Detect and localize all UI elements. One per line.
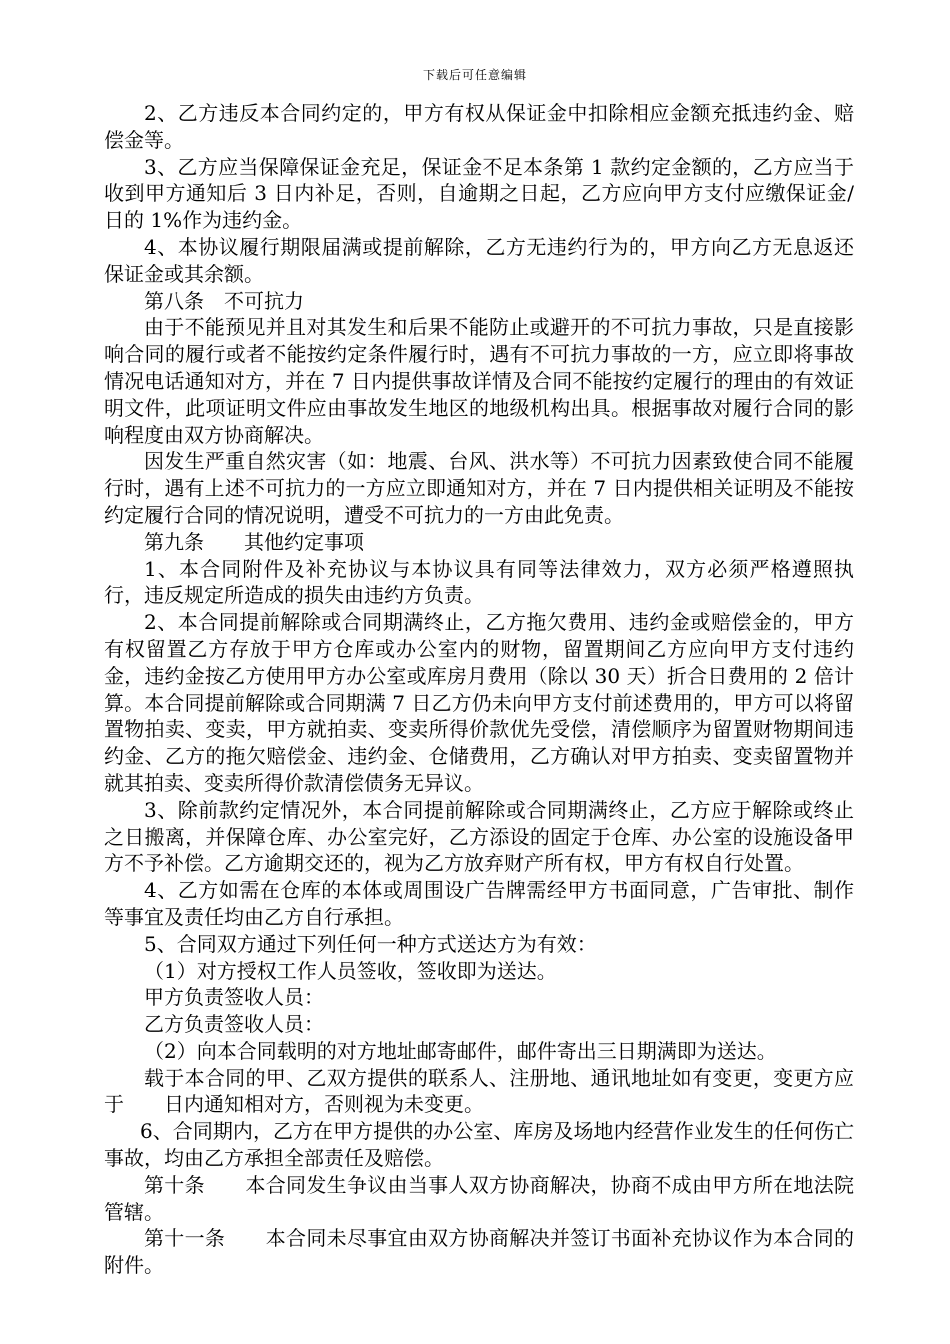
article-8-para-1: 由于不能预见并且对其发生和后果不能防止或避开的不可抗力事故，只是直接影响合同的履行或者不能按约定条件履行时，遇有不可抗力事故的一方，应立即将事故情况电话通知对方，并在 7 日内提供事故详情及合同不能按约定履行的理由的有效证明文件，此项证明文件应由事故发生地区的地级机构出具。根据事故对履行合同的影响程度由双方协商解决。 [104, 315, 854, 447]
article-8-heading: 第八条 不可抗力 [144, 288, 304, 313]
delivery-method-2: （2）向本合同载明的对方地址邮寄邮件，邮件寄出三日期满即为送达。 [144, 1038, 777, 1063]
article-9-item-1: 1、本合同附件及补充协议与本协议具有同等法律效力，双方必须严格遵照执行，违反规定所造成的损失由违约方负责。 [104, 556, 854, 608]
article-9-item-2: 2、本合同提前解除或合同期满终止，乙方拖欠费用、违约金或赔偿金的，甲方有权留置乙方存放于甲方仓库或办公室内的财物，留置期间乙方应向甲方支付违约金，违约金按乙方使用甲方办公室或库房月费用（除以 30 天）折合日费用的 2 倍计算。本合同提前解除或合同期满 7 日乙方仍未向甲方支付前述费用的，甲方可以将留置物拍卖、变卖，甲方就拍卖、变卖所得价款优先受偿，清偿顺序为留置财物期间违约金、乙方的拖欠赔偿金、违约金、仓储费用，乙方确认对甲方拍卖、变卖留置物并就其拍卖、变卖所得价款清偿债务无异议。 [104, 610, 854, 795]
article-9-item-5: 5、合同双方通过下列任何一种方式送达方为有效： [144, 931, 597, 956]
article-9-heading: 第九条 其他约定事项 [144, 529, 364, 554]
page-header: 下载后可任意编辑 [422, 68, 527, 82]
clause-7-item-2: 2、乙方违反本合同约定的，甲方有权从保证金中扣除相应金额充抵违约金、赔偿金等。 [104, 101, 854, 152]
article-11: 第十一条 本合同未尽事宜由双方协商解决并签订书面补充协议作为本合同的附件。 [104, 1226, 854, 1278]
article-9-item-6: 6、合同期内，乙方在甲方提供的办公室、库房及场地内经营作业发生的任何伤亡事故，均由乙方承担全部责任及赔偿。 [104, 1119, 854, 1171]
party-b-receiver: 乙方负责签收人员： [144, 1012, 324, 1037]
address-change-note: 载于本合同的甲、乙双方提供的联系人、注册地、通讯地址如有变更，变更方应于 日内通知相对方，否则视为未变更。 [104, 1065, 854, 1117]
article-9-item-3: 3、除前款约定情况外，本合同提前解除或合同期满终止，乙方应于解除或终止之日搬离，并保障仓库、办公室完好，乙方添设的固定于仓库、办公室的设施设备甲方不予补偿。乙方逾期交还的，视为乙方放弃财产所有权，甲方有权自行处置。 [104, 797, 854, 876]
article-8-para-2: 因发生严重自然灾害（如：地震、台风、洪水等）不可抗力因素致使合同不能履行时，遇有上述不可抗力的一方应立即通知对方，并在 7 日内提供相关证明及不能按约定履行合同的情况说明，遭受不可抗力的一方由此免责。 [104, 449, 854, 527]
clause-7-item-4: 4、本协议履行期限届满或提前解除，乙方无违约行为的，甲方向乙方无息返还保证金或其余额。 [104, 234, 854, 286]
article-10: 第十条 本合同发生争议由当事人双方协商解决，协商不成由甲方所在地法院管辖。 [104, 1172, 854, 1224]
party-a-receiver: 甲方负责签收人员： [144, 985, 324, 1010]
clause-7-item-3: 3、乙方应当保障保证金充足，保证金不足本条第 1 款约定金额的，乙方应当于收到甲方通知后 3 日内补足，否则，自逾期之日起，乙方应向甲方支付应缴保证金/日的 1%作为违约金。 [104, 154, 854, 233]
article-9-item-4: 4、乙方如需在仓库的本体或周围设广告牌需经甲方书面同意，广告审批、制作等事宜及责任均由乙方自行承担。 [104, 878, 854, 929]
delivery-method-1: （1）对方授权工作人员签收，签收即为送达。 [144, 958, 557, 983]
document-body [104, 100, 854, 1279]
